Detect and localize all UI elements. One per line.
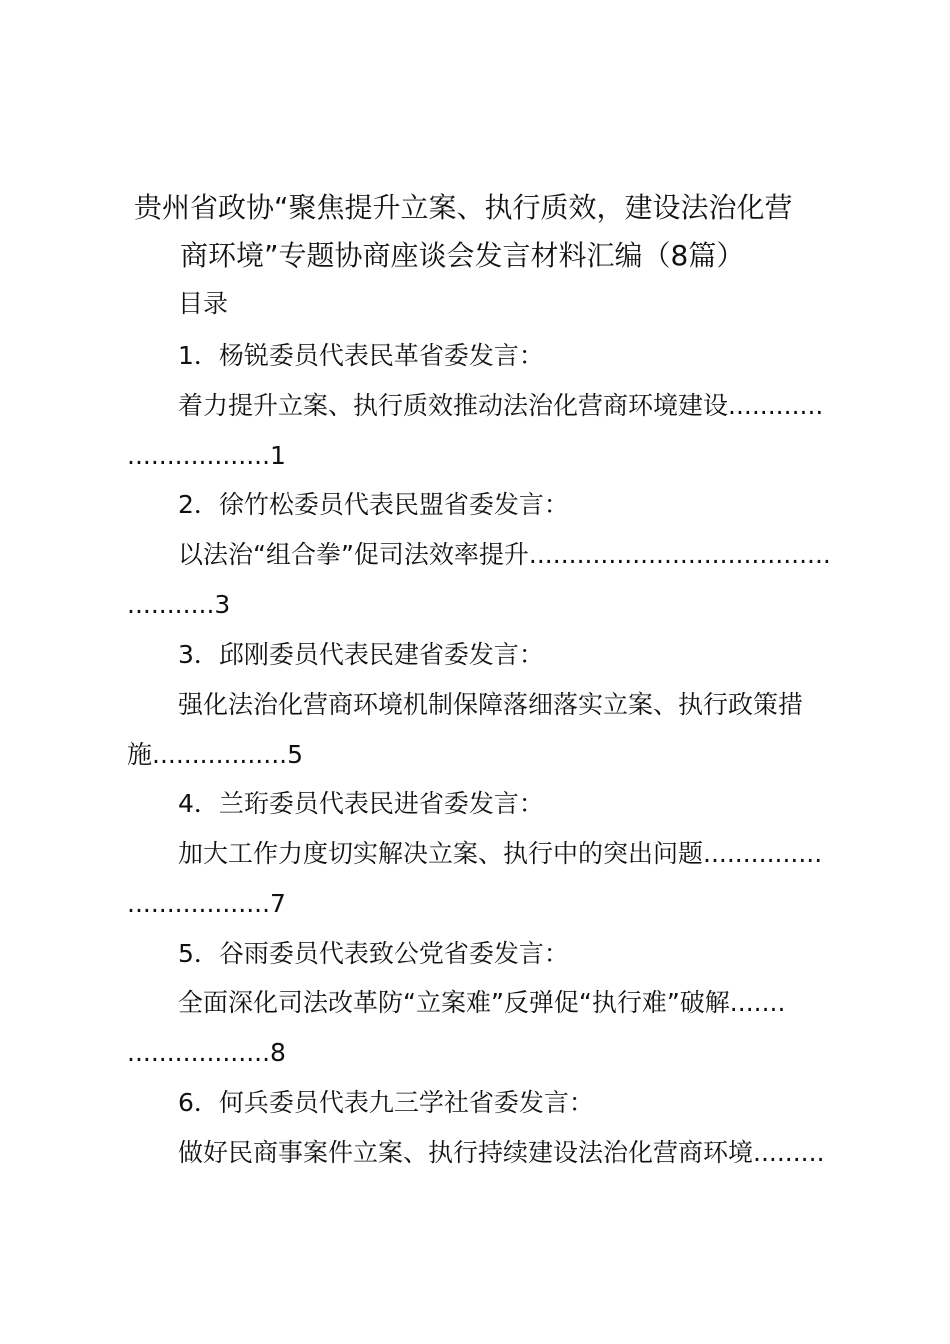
toc-entry-5-page: ..................8	[127, 1038, 286, 1067]
toc-entry-2-heading: 2．徐竹松委员代表民盟省委发言：	[178, 490, 569, 519]
toc-entry-1-title: 着力提升立案、执行质效推动法治化营商环境建设............	[178, 391, 824, 420]
toc-entry-4-heading: 4．兰珩委员代表民进省委发言：	[178, 789, 544, 818]
toc-entry-5-heading: 5．谷雨委员代表致公党省委发言：	[178, 939, 569, 968]
toc-entry-2-page: ...........3	[127, 590, 231, 619]
toc-entry-4-page: ..................7	[127, 889, 286, 918]
toc-entry-1-page: ..................1	[127, 441, 286, 470]
toc-heading: 目录	[178, 289, 229, 318]
toc-entry-6-heading: 6．何兵委员代表九三学社省委发言：	[178, 1088, 594, 1117]
toc-entry-3-page: 施.................5	[127, 740, 304, 769]
toc-entry-3-heading: 3．邱刚委员代表民建省委发言：	[178, 640, 544, 669]
toc-entry-4-title: 加大工作力度切实解决立案、执行中的突出问题...............	[178, 839, 823, 868]
document-title-line-2: 商环境”专题协商座谈会发言材料汇编（8篇）	[180, 239, 745, 272]
toc-entry-2-title: 以法治“组合拳”促司法效率提升......................................	[178, 540, 831, 569]
toc-entry-6-title: 做好民商事案件立案、执行持续建设法治化营商环境.........	[178, 1138, 825, 1167]
document-title-line-1: 贵州省政协“聚焦提升立案、执行质效，建设法治化营	[134, 191, 793, 224]
toc-entry-1-heading: 1．杨锐委员代表民革省委发言：	[178, 341, 544, 370]
toc-entry-3-title: 强化法治化营商环境机制保障落细落实立案、执行政策措	[178, 690, 804, 719]
toc-entry-5-title: 全面深化司法改革防“立案难”反弹促“执行难”破解.......	[178, 988, 786, 1017]
